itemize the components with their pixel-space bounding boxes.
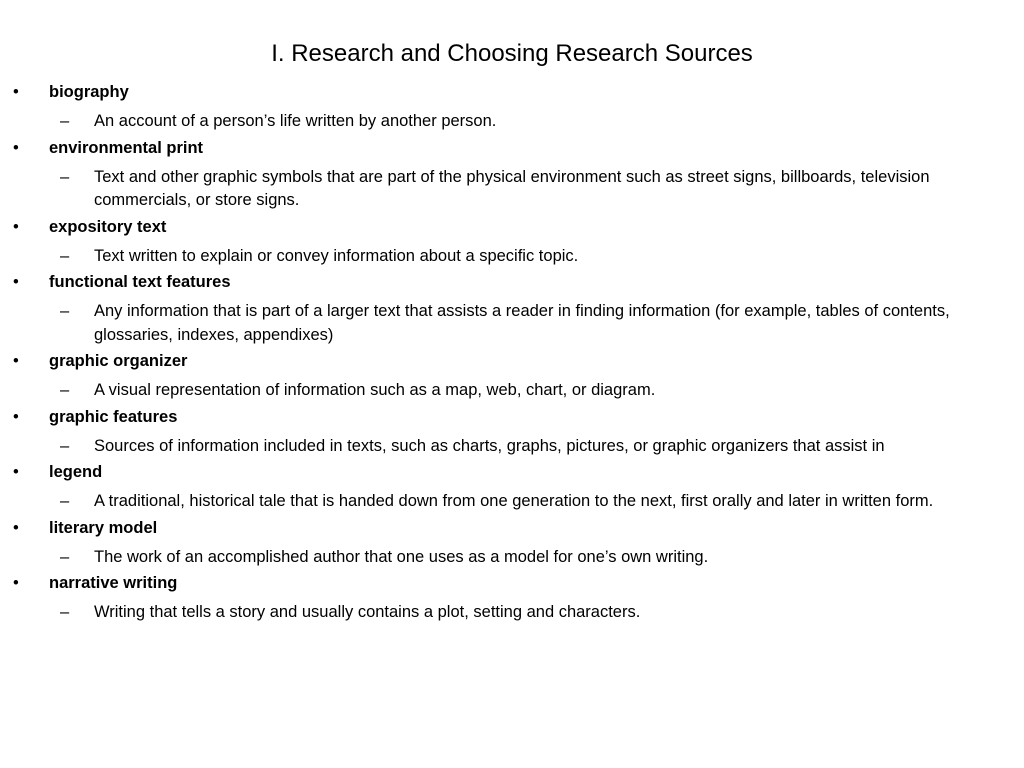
dash-icon: –	[60, 603, 70, 621]
glossary-term	[0, 406, 1010, 429]
dash-icon: –	[60, 547, 70, 566]
glossary-term	[0, 271, 1010, 294]
definition-text: Text and other graphic symbols that are part of the physical environment such as street signs, billboards, television commercials, or store signs.	[94, 167, 930, 209]
dash-icon: –	[60, 436, 70, 455]
bullet-icon: •	[13, 518, 19, 537]
bullet-icon: •	[13, 217, 19, 236]
glossary-definition	[0, 379, 1010, 403]
glossary-definition	[0, 300, 1010, 347]
term-label: graphic features	[49, 407, 178, 426]
bullet-icon: •	[13, 273, 19, 291]
term-label: literary model	[49, 518, 158, 537]
definition-text: A traditional, historical tale that is handed down from one generation to the next, first orally and later in written form.	[94, 492, 934, 510]
glossary-term	[0, 81, 1010, 104]
dash-icon: –	[60, 167, 70, 186]
definition-text: Writing that tells a story and usually contains a plot, setting and characters.	[94, 603, 641, 621]
slide-title: I. Research and Choosing Research Sources	[271, 40, 753, 67]
dash-icon: –	[60, 381, 70, 399]
bullet-icon: •	[13, 463, 19, 481]
glossary-definition	[0, 166, 1010, 213]
glossary-definition	[0, 601, 1010, 625]
glossary-term	[0, 216, 1010, 239]
bullet-icon: •	[13, 138, 19, 157]
definition-text: The work of an accomplished author that one uses as a model for one’s own writing.	[94, 547, 709, 566]
dash-icon: –	[60, 246, 70, 265]
definition-text: Any information that is part of a larger text that assists a reader in finding information (for example, tables of contents, glossaries, indexes, appendixes)	[94, 302, 950, 344]
definition-text: Text written to explain or convey information about a specific topic.	[94, 246, 579, 265]
glossary-term	[0, 572, 1010, 595]
bullet-icon: •	[13, 352, 19, 370]
glossary-list	[0, 81, 1010, 628]
definition-text: Sources of information included in texts, such as charts, graphs, pictures, or graphic organizers that assist in	[94, 436, 885, 455]
term-label: biography	[49, 83, 129, 101]
dash-icon: –	[60, 492, 70, 510]
bullet-icon: •	[13, 407, 19, 426]
glossary-definition	[0, 110, 1010, 134]
term-label: functional text features	[49, 273, 231, 291]
term-label: legend	[49, 463, 103, 481]
glossary-term	[0, 461, 1010, 484]
glossary-term	[0, 137, 1010, 160]
term-label: expository text	[49, 217, 167, 236]
glossary-definition	[0, 490, 1010, 514]
glossary-definition	[0, 245, 1010, 269]
bullet-icon: •	[13, 83, 19, 101]
term-label: narrative writing	[49, 574, 178, 592]
dash-icon: –	[60, 302, 70, 320]
definition-text: An account of a person’s life written by another person.	[94, 112, 497, 130]
glossary-definition	[0, 546, 1010, 570]
glossary-term	[0, 350, 1010, 373]
definition-text: A visual representation of information such as a map, web, chart, or diagram.	[94, 381, 656, 399]
glossary-term	[0, 517, 1010, 540]
term-label: graphic organizer	[49, 352, 188, 370]
bullet-icon: •	[13, 574, 19, 592]
term-label: environmental print	[49, 138, 204, 157]
glossary-definition	[0, 435, 1010, 459]
dash-icon: –	[60, 112, 70, 130]
